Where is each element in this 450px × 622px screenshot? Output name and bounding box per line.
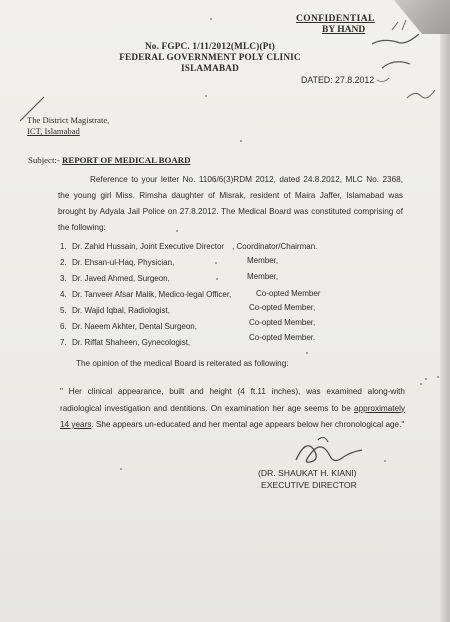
member-role: Member,: [247, 256, 279, 265]
organization-city: ISLAMABAD: [181, 63, 239, 73]
opinion-intro: The opinion of the medical Board is reiterated as following:: [76, 359, 289, 368]
addressee-line-1: The District Magistrate,: [27, 115, 110, 125]
member-number: 1.: [60, 242, 67, 251]
quote-part-2: . She appears un-educated and her mental age appears below her chronological age.": [91, 420, 405, 429]
opinion-quote: [60, 384, 405, 434]
member-name: Dr. Tanveer Afsar Malik, Medico-legal Officer,: [72, 290, 232, 299]
member-number: 3.: [60, 274, 67, 283]
signature-icon: [290, 430, 370, 472]
member-number: 5.: [60, 306, 67, 315]
signatory-title: EXECUTIVE DIRECTOR: [261, 480, 357, 490]
member-name: Dr. Javed Ahmed, Surgeon,: [72, 274, 170, 283]
subject-label: Subject:-: [28, 155, 60, 165]
member-name: Dr. Wajid Iqbal, Radiologist,: [72, 306, 170, 315]
subject-text: REPORT OF MEDICAL BOARD: [61, 155, 191, 165]
member-role: Co-opted Member: [256, 289, 321, 298]
member-name: Dr. Riffat Shaheen, Gynecologist,: [72, 338, 191, 347]
handwritten-annotation-icon: [352, 8, 442, 118]
member-role: Co-opted Member,: [249, 318, 316, 327]
organization-name: FEDERAL GOVERNMENT POLY CLINIC: [119, 52, 301, 62]
member-number: 4.: [60, 290, 67, 299]
quote-part-1: " Her clinical appearance, built and height (4 ft.11 inches), was examined along-with radiological investigation and dentitions. On examination her age seems to be: [60, 387, 405, 413]
by-hand-stamp: BY HAND: [322, 25, 366, 35]
member-role: , Coordinator/Chairman.: [232, 242, 318, 251]
date-line: DATED: 27.8.2012: [301, 75, 375, 85]
member-name: Dr. Naeem Akhter, Dental Surgeon,: [72, 322, 197, 331]
member-role: Member,: [247, 272, 279, 281]
member-name: Dr. Zahid Hussain, Joint Executive Director: [72, 242, 225, 251]
confidential-stamp: CONFIDENTIAL: [296, 14, 375, 24]
member-number: 2.: [60, 258, 67, 267]
member-role: Co-opted Member,: [249, 303, 316, 312]
subject-line: [28, 155, 190, 165]
member-name: Dr. Ehsan-ul-Haq, Physician,: [72, 258, 175, 267]
member-role: Co-opted Member.: [249, 333, 316, 342]
member-number: 6.: [60, 322, 67, 331]
signatory-name: (DR. SHAUKAT H. KIANI): [258, 468, 357, 478]
member-number: 7.: [60, 338, 67, 347]
body-paragraph: Reference to your letter No. 1106/6(3)RDM 2012, dated 24.8.2012, MLC No. 2368, the young girl Miss. Rimsha daughter of Misrak, resident of Maira Jaffer, Islamabad was brought by Adyala Jail Police on 27.8.2012. The Medical Board was constituted comprising of the following:: [58, 175, 403, 232]
quote-age-underlined: approximately 14 years: [60, 403, 405, 429]
reference-number: No. FGPC. 1/11/2012(MLC)(Pt): [144, 41, 276, 51]
addressee-line-2: ICT, Islamabad: [27, 126, 80, 136]
